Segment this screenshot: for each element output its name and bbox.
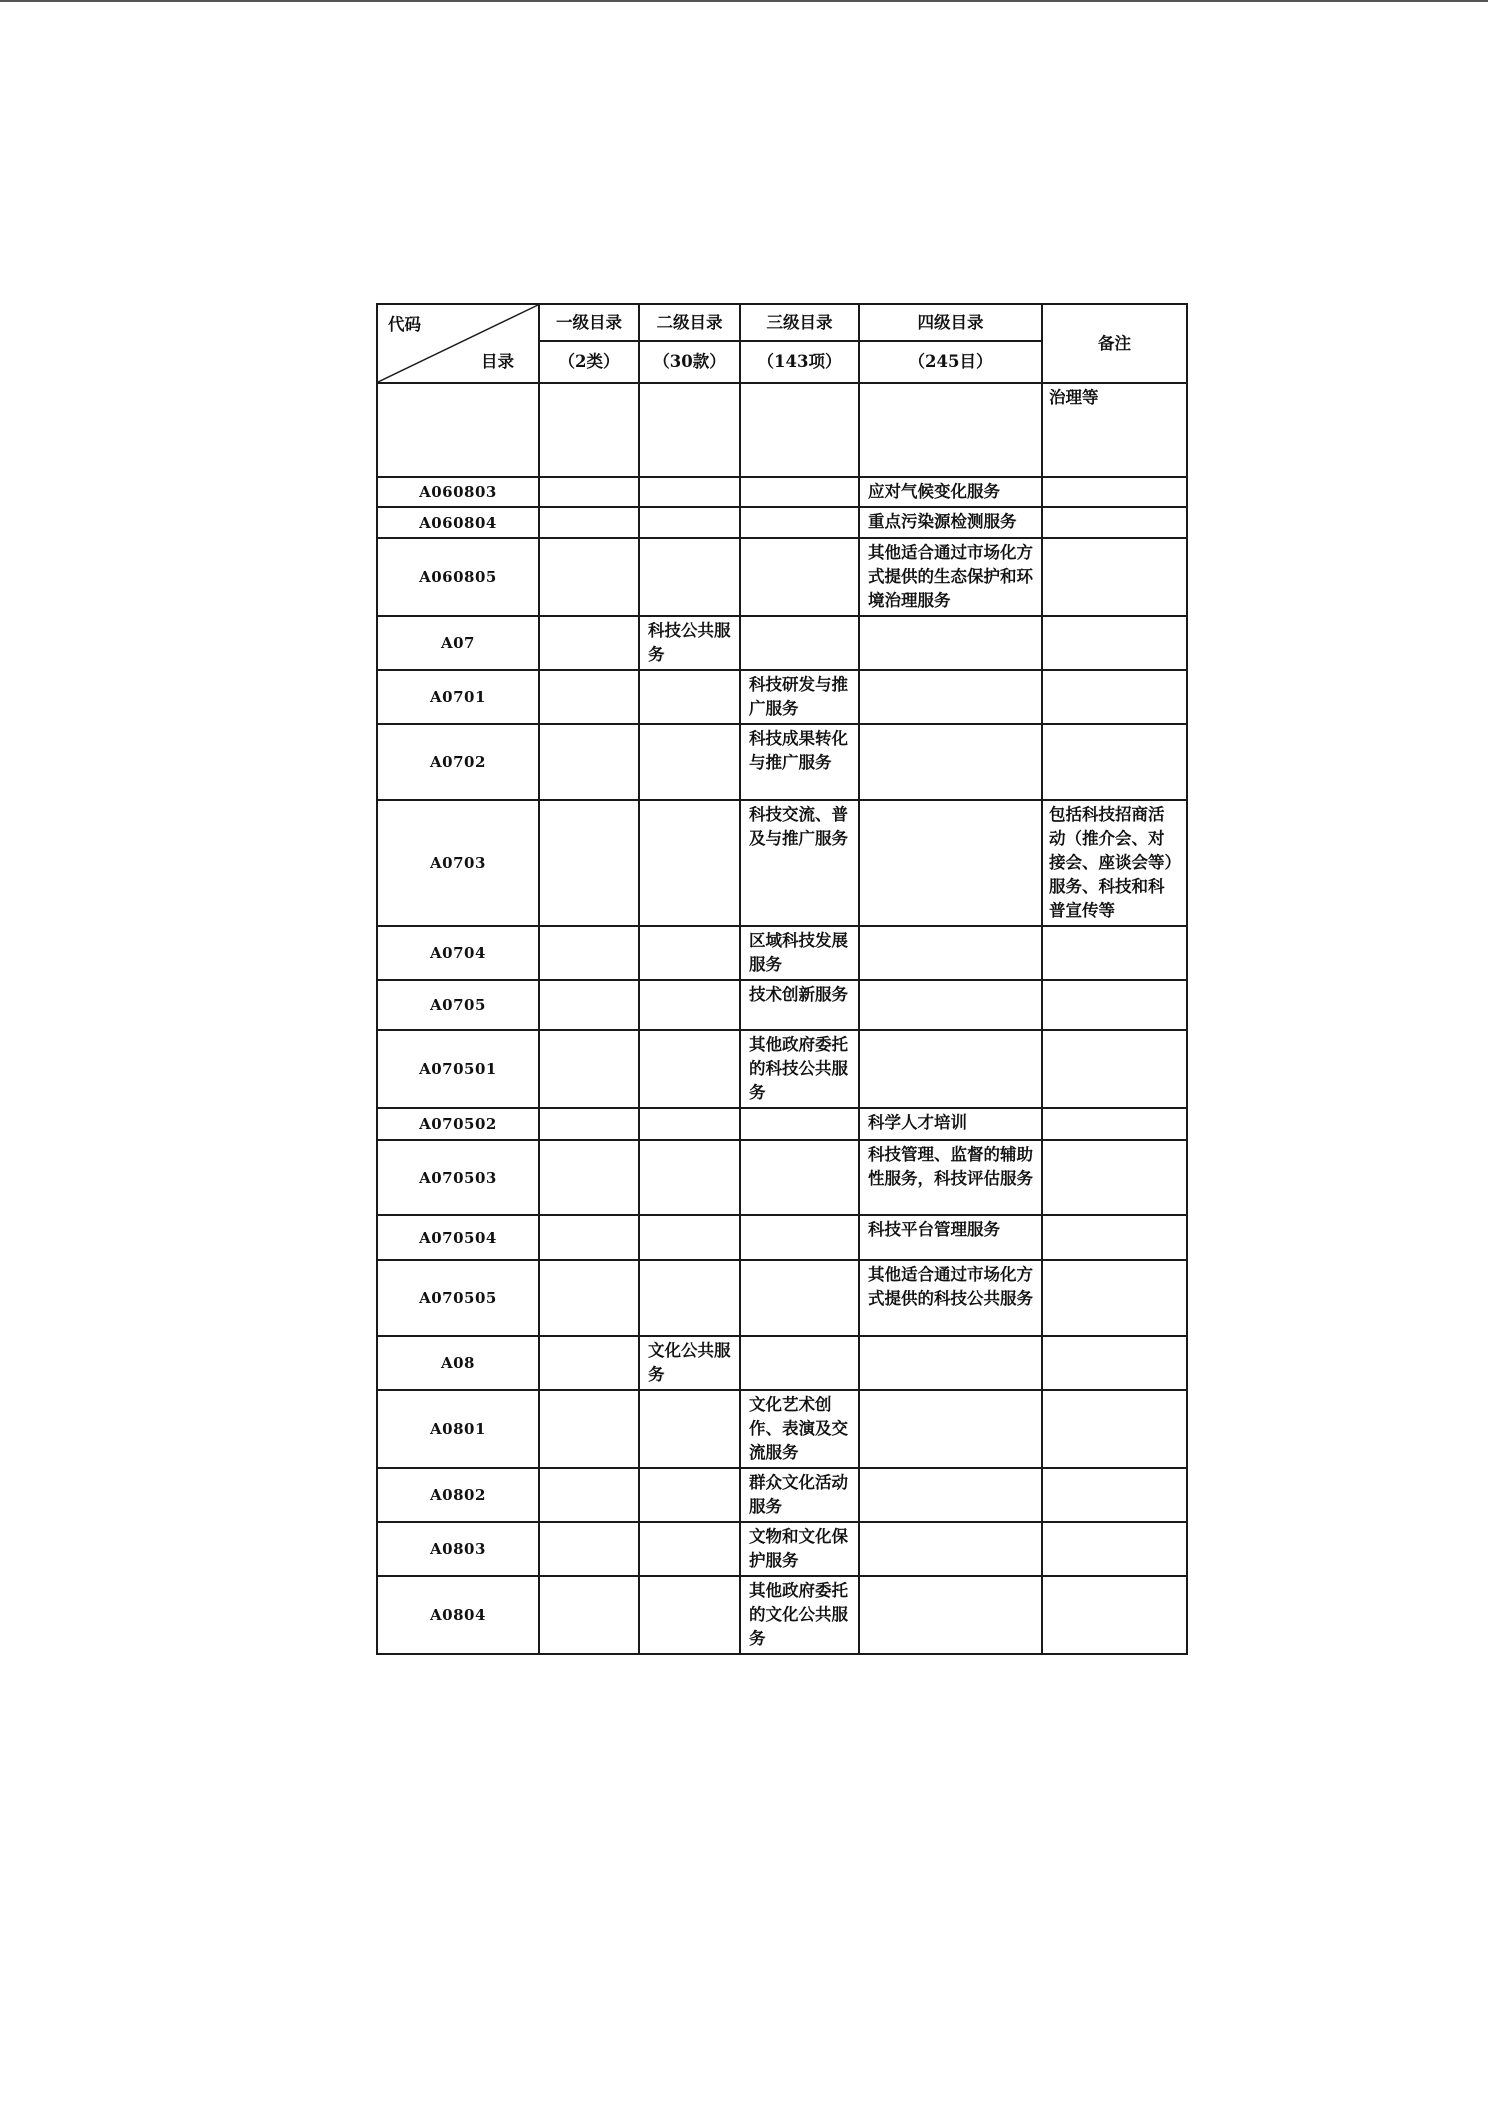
level4-cell [859, 670, 1042, 724]
column-header-level4: 四级目录 [859, 304, 1042, 341]
table-row [377, 724, 1187, 800]
remarks-cell [1042, 1522, 1187, 1576]
level3-cell [740, 383, 859, 477]
column-count-level4: （245目） [859, 341, 1042, 383]
code-cell: A0704 [377, 926, 539, 980]
remarks-cell: 治理等 [1042, 383, 1187, 477]
table-row [377, 1215, 1187, 1260]
level2-cell [639, 1260, 740, 1336]
level3-cell [740, 538, 859, 616]
level2-cell [639, 477, 740, 507]
table-row [377, 538, 1187, 616]
code-cell: A08 [377, 1336, 539, 1390]
level2-cell: 文化公共服务 [639, 1336, 740, 1390]
level4-cell [859, 1030, 1042, 1108]
corner-header-cell [377, 304, 539, 383]
table-row [377, 1576, 1187, 1654]
remarks-cell [1042, 1030, 1187, 1108]
level4-cell [859, 980, 1042, 1030]
level4-cell [859, 926, 1042, 980]
corner-label-catalog: 目录 [481, 352, 514, 371]
table-row [377, 1390, 1187, 1468]
level2-cell [639, 1522, 740, 1576]
table-row [377, 1108, 1187, 1140]
level2-cell: 科技公共服务 [639, 616, 740, 670]
level1-cell [539, 1030, 639, 1108]
code-cell: A060804 [377, 507, 539, 538]
level4-cell [859, 616, 1042, 670]
level3-cell [740, 1336, 859, 1390]
remarks-cell: 包括科技招商活动（推介会、对接会、座谈会等）服务、科技和科普宣传等 [1042, 800, 1187, 926]
column-header-remarks: 备注 [1042, 304, 1187, 383]
scan-top-border [0, 0, 1488, 2]
remarks-cell [1042, 1336, 1187, 1390]
level2-cell [639, 980, 740, 1030]
level1-cell [539, 800, 639, 926]
level3-cell: 群众文化活动服务 [740, 1468, 859, 1522]
code-cell: A070505 [377, 1260, 539, 1336]
level1-cell [539, 1576, 639, 1654]
corner-label-code: 代码 [388, 315, 421, 334]
code-cell: A0703 [377, 800, 539, 926]
code-cell: A0702 [377, 724, 539, 800]
level4-cell: 其他适合通过市场化方式提供的科技公共服务 [859, 1260, 1042, 1336]
table-row [377, 383, 1187, 477]
level3-cell: 科技研发与推广服务 [740, 670, 859, 724]
remarks-cell [1042, 1215, 1187, 1260]
level2-cell [639, 926, 740, 980]
code-cell: A0801 [377, 1390, 539, 1468]
level3-cell [740, 1260, 859, 1336]
remarks-cell [1042, 1140, 1187, 1215]
service-catalog-table [376, 303, 1188, 1655]
level4-cell: 科技管理、监督的辅助性服务，科技评估服务 [859, 1140, 1042, 1215]
column-count-level3: （143项） [740, 341, 859, 383]
level3-cell: 区域科技发展服务 [740, 926, 859, 980]
remarks-cell [1042, 1390, 1187, 1468]
table-row [377, 800, 1187, 926]
remarks-cell [1042, 1468, 1187, 1522]
level2-cell [639, 724, 740, 800]
code-cell: A0803 [377, 1522, 539, 1576]
level2-cell [639, 670, 740, 724]
level2-cell [639, 1030, 740, 1108]
level4-cell: 重点污染源检测服务 [859, 507, 1042, 538]
level2-cell [639, 1468, 740, 1522]
column-count-level2: （30款） [639, 341, 740, 383]
code-cell: A060803 [377, 477, 539, 507]
table-row [377, 1140, 1187, 1215]
code-cell: A0804 [377, 1576, 539, 1654]
level4-cell: 其他适合通过市场化方式提供的生态保护和环境治理服务 [859, 538, 1042, 616]
column-header-level1: 一级目录 [539, 304, 639, 341]
level1-cell [539, 1140, 639, 1215]
level4-cell [859, 1576, 1042, 1654]
level3-cell: 科技交流、普及与推广服务 [740, 800, 859, 926]
level4-cell [859, 724, 1042, 800]
remarks-cell [1042, 670, 1187, 724]
remarks-cell [1042, 980, 1187, 1030]
level2-cell [639, 1215, 740, 1260]
level4-cell [859, 1336, 1042, 1390]
table-row [377, 616, 1187, 670]
level1-cell [539, 383, 639, 477]
level1-cell [539, 1108, 639, 1140]
table-row [377, 1522, 1187, 1576]
level3-cell: 其他政府委托的科技公共服务 [740, 1030, 859, 1108]
remarks-cell [1042, 538, 1187, 616]
level2-cell [639, 383, 740, 477]
level3-cell [740, 616, 859, 670]
table-body [377, 304, 1187, 1654]
level4-cell [859, 1390, 1042, 1468]
code-cell: A070501 [377, 1030, 539, 1108]
remarks-cell [1042, 507, 1187, 538]
code-cell: A0705 [377, 980, 539, 1030]
level3-cell: 其他政府委托的文化公共服务 [740, 1576, 859, 1654]
level4-cell: 应对气候变化服务 [859, 477, 1042, 507]
remarks-cell [1042, 1260, 1187, 1336]
remarks-cell [1042, 477, 1187, 507]
level4-cell [859, 1468, 1042, 1522]
remarks-cell [1042, 724, 1187, 800]
level1-cell [539, 1260, 639, 1336]
level3-cell [740, 477, 859, 507]
level2-cell [639, 1390, 740, 1468]
remarks-cell [1042, 1576, 1187, 1654]
table-row [377, 1468, 1187, 1522]
level3-cell [740, 1108, 859, 1140]
level2-cell [639, 1576, 740, 1654]
table-row [377, 1030, 1187, 1108]
code-cell: A0701 [377, 670, 539, 724]
level2-cell [639, 1140, 740, 1215]
table-row [377, 980, 1187, 1030]
level1-cell [539, 670, 639, 724]
code-cell: A0802 [377, 1468, 539, 1522]
code-cell: A070504 [377, 1215, 539, 1260]
level3-cell [740, 1140, 859, 1215]
level4-cell: 科技平台管理服务 [859, 1215, 1042, 1260]
remarks-cell [1042, 926, 1187, 980]
level2-cell [639, 507, 740, 538]
table-row [377, 1260, 1187, 1336]
level4-cell [859, 1522, 1042, 1576]
table-row [377, 477, 1187, 507]
level1-cell [539, 926, 639, 980]
level2-cell [639, 538, 740, 616]
code-cell [377, 383, 539, 477]
level1-cell [539, 507, 639, 538]
level1-cell [539, 1522, 639, 1576]
level1-cell [539, 1336, 639, 1390]
remarks-cell [1042, 616, 1187, 670]
level1-cell [539, 1390, 639, 1468]
table-row [377, 670, 1187, 724]
code-cell: A070502 [377, 1108, 539, 1140]
level3-cell: 文化艺术创作、表演及交流服务 [740, 1390, 859, 1468]
table-row [377, 926, 1187, 980]
level2-cell [639, 800, 740, 926]
code-cell: A07 [377, 616, 539, 670]
header-row-names [377, 304, 1187, 341]
level1-cell [539, 980, 639, 1030]
level1-cell [539, 477, 639, 507]
level3-cell: 科技成果转化与推广服务 [740, 724, 859, 800]
level2-cell [639, 1108, 740, 1140]
level4-cell: 科学人才培训 [859, 1108, 1042, 1140]
column-count-level1: （2类） [539, 341, 639, 383]
level1-cell [539, 724, 639, 800]
level1-cell [539, 1468, 639, 1522]
column-header-level2: 二级目录 [639, 304, 740, 341]
level3-cell: 文物和文化保护服务 [740, 1522, 859, 1576]
level1-cell [539, 616, 639, 670]
level3-cell [740, 1215, 859, 1260]
table-row [377, 1336, 1187, 1390]
table-row [377, 507, 1187, 538]
level3-cell: 技术创新服务 [740, 980, 859, 1030]
level4-cell [859, 383, 1042, 477]
level1-cell [539, 538, 639, 616]
column-header-level3: 三级目录 [740, 304, 859, 341]
code-cell: A060805 [377, 538, 539, 616]
code-cell: A070503 [377, 1140, 539, 1215]
level1-cell [539, 1215, 639, 1260]
level3-cell [740, 507, 859, 538]
level4-cell [859, 800, 1042, 926]
remarks-cell [1042, 1108, 1187, 1140]
